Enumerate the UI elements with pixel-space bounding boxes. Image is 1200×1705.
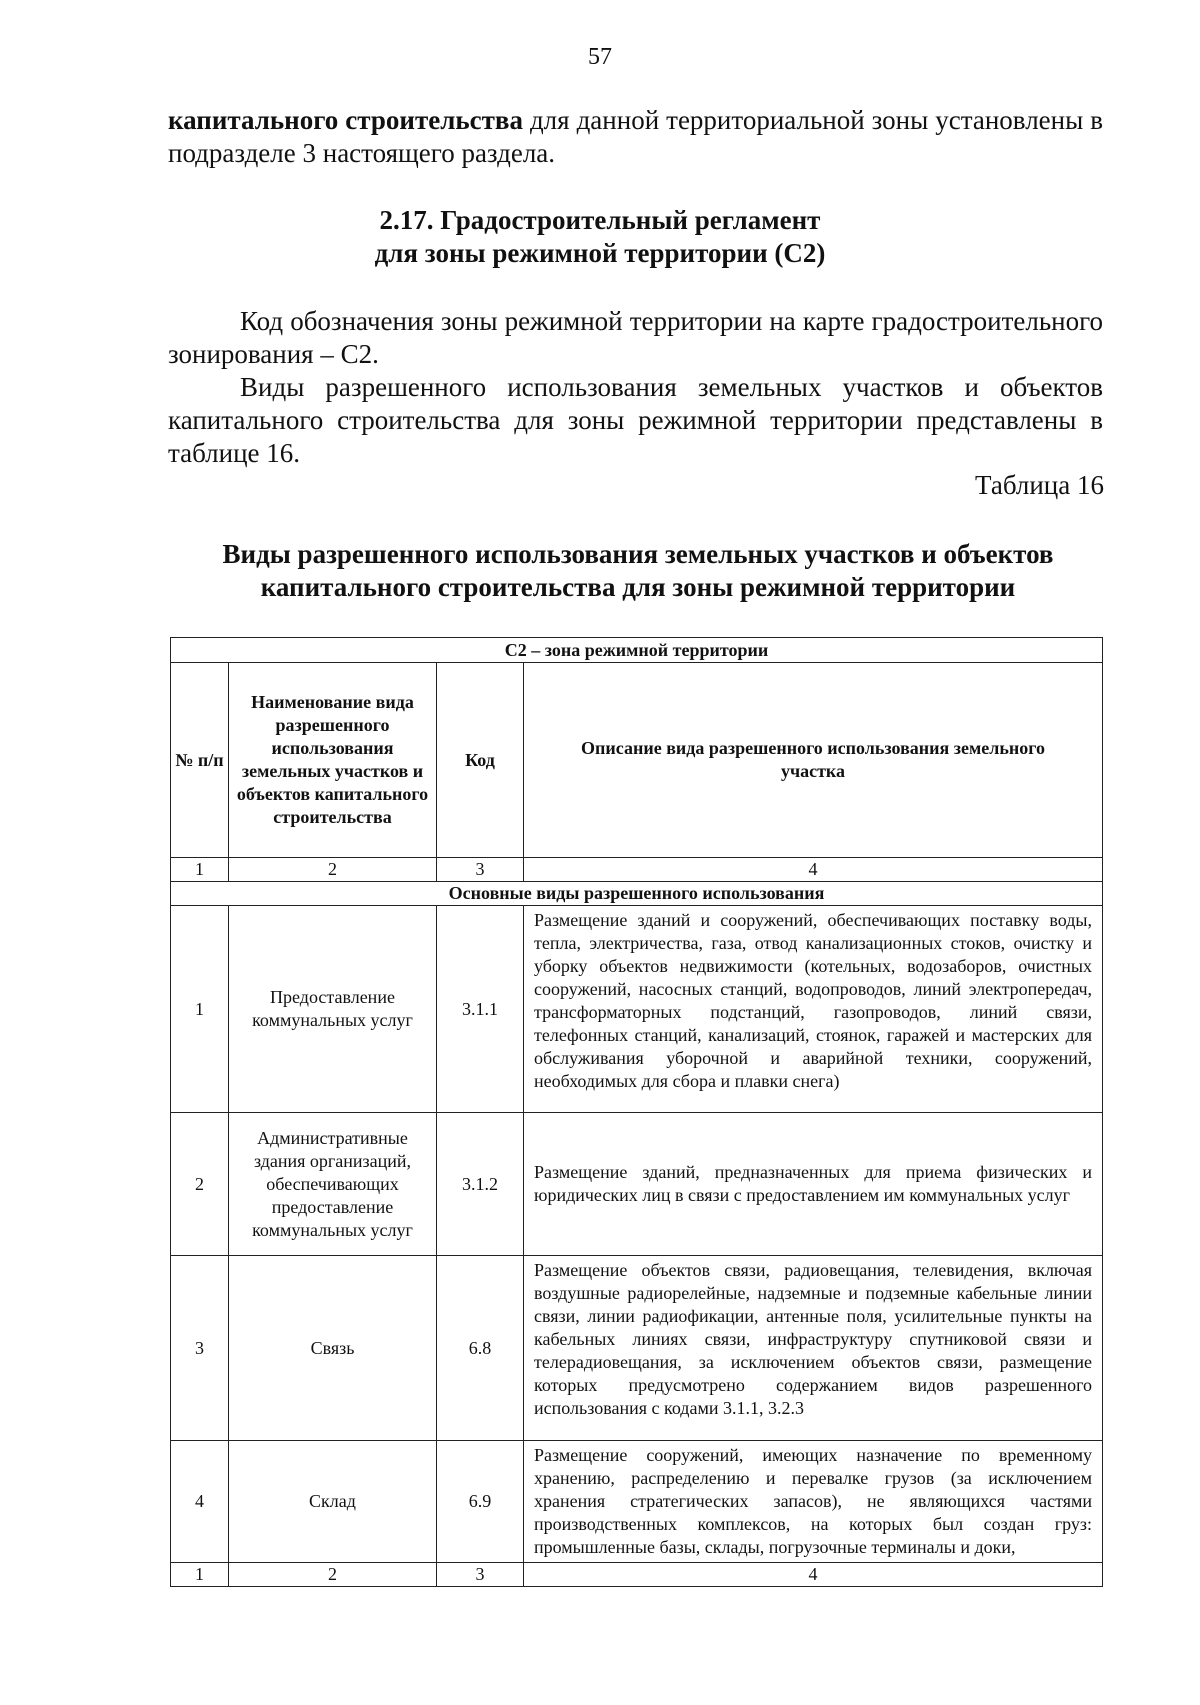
zone-code-paragraph: Код обозначения зоны режимной территории на карте градостроительного зонирования – С2.: [168, 306, 1103, 369]
row-name: Административные здания организаций, обеспечивающих предоставление коммунальных услуг: [229, 1113, 437, 1256]
row-name: Предоставление коммунальных услуг: [229, 906, 437, 1113]
regulation-table: [170, 637, 1103, 1587]
header-description: Описание вида разрешенного использования земельного участка: [524, 663, 1103, 858]
table-row: [171, 1256, 1103, 1441]
section-heading-line-1: 2.17. Градостроительный регламент: [379, 205, 821, 235]
table-caption: Таблица 16: [975, 470, 1104, 500]
row-description: Размещение зданий и сооружений, обеспечивающих поставку воды, тепла, электричества, газа, отвод канализационных стоков, очистку и уборку объектов недвижимости (котельных, водозаборов, очистных сооружений, насосных станций, водопроводов, линий электропередач, трансформаторных подстанций, газопроводов, линий связи, телефонных станций, канализаций, стоянок, гаражей и мастерских для обслуживания уборочной и аварийной техники, сооружений, необходимых для сбора и плавки снега): [524, 906, 1103, 1113]
intro-text: для данной территориальной зоны установлены в подразделе 3 настоящего раздела.: [168, 105, 1103, 168]
header-name: Наименование вида разрешенного использования земельных участков и объектов капитального строительства: [229, 663, 437, 858]
table-row: [171, 1441, 1103, 1563]
zone-header-cell: С2 – зона режимной территории: [171, 638, 1103, 663]
row-description: Размещение зданий, предназначенных для приема физических и юридических лиц в связи с предоставлением им коммунальных услуг: [524, 1113, 1103, 1256]
table-row: [171, 1113, 1103, 1256]
row-code: 3.1.1: [437, 906, 524, 1113]
row-description: Размещение объектов связи, радиовещания, телевидения, включая воздушные радиорелейные, надземные и подземные кабельные линии связи, линии радиофикации, антенные поля, усилительные пункты на кабельных линиях связи, инфраструктуру спутниковой связи и телерадиовещания, за исключением объектов связи, размещение которых предусмотрено содержанием видов разрешенного использования с кодами 3.1.1, 3.2.3: [524, 1256, 1103, 1441]
header-code: Код: [437, 663, 524, 858]
column-number: 4: [524, 858, 1103, 882]
zone-header-row: [171, 638, 1103, 663]
table-title: [0, 538, 1200, 604]
column-number-row: [171, 858, 1103, 882]
table-title-line-1: Виды разрешенного использования земельных участков и объектов: [222, 539, 1054, 569]
table-title-line-2: капитального строительства для зоны режимной территории: [260, 572, 1016, 602]
column-number: 2: [229, 858, 437, 882]
row-code: 6.8: [437, 1256, 524, 1441]
intro-paragraph: [168, 104, 1103, 170]
row-num: 4: [171, 1441, 229, 1563]
section-heading: [0, 204, 1200, 270]
row-description: Размещение сооружений, имеющих назначение по временному хранению, распределению и перевалке грузов (за исключением хранения стратегических запасов), не являющихся частями производственных комплексов, на которых был создан груз: промышленные базы, склады, погрузочные терминалы и доки,: [524, 1441, 1103, 1563]
table-row: [171, 906, 1103, 1113]
row-name: Склад: [229, 1441, 437, 1563]
group-title: Основные виды разрешенного использования: [171, 882, 1103, 906]
header-num: № п/п: [171, 663, 229, 858]
row-num: 3: [171, 1256, 229, 1441]
column-number: 2: [229, 1563, 437, 1587]
table-intro-paragraph: Виды разрешенного использования земельных участков и объектов капитального строительства для зоны режимной территории представлены в таблице 16.: [168, 372, 1103, 468]
column-number: 1: [171, 1563, 229, 1587]
column-number: 4: [524, 1563, 1103, 1587]
intro-bold-text: капитального строительства: [168, 105, 523, 135]
row-code: 3.1.2: [437, 1113, 524, 1256]
row-num: 2: [171, 1113, 229, 1256]
row-num: 1: [171, 906, 229, 1113]
row-code: 6.9: [437, 1441, 524, 1563]
section-heading-line-2: для зоны режимной территории (С2): [374, 238, 826, 268]
column-number: 3: [437, 858, 524, 882]
page-number: 57: [588, 44, 612, 70]
column-number-row: [171, 1563, 1103, 1587]
group-row: [171, 882, 1103, 906]
column-number: 1: [171, 858, 229, 882]
row-name: Связь: [229, 1256, 437, 1441]
column-header-row: [171, 663, 1103, 858]
column-number: 3: [437, 1563, 524, 1587]
